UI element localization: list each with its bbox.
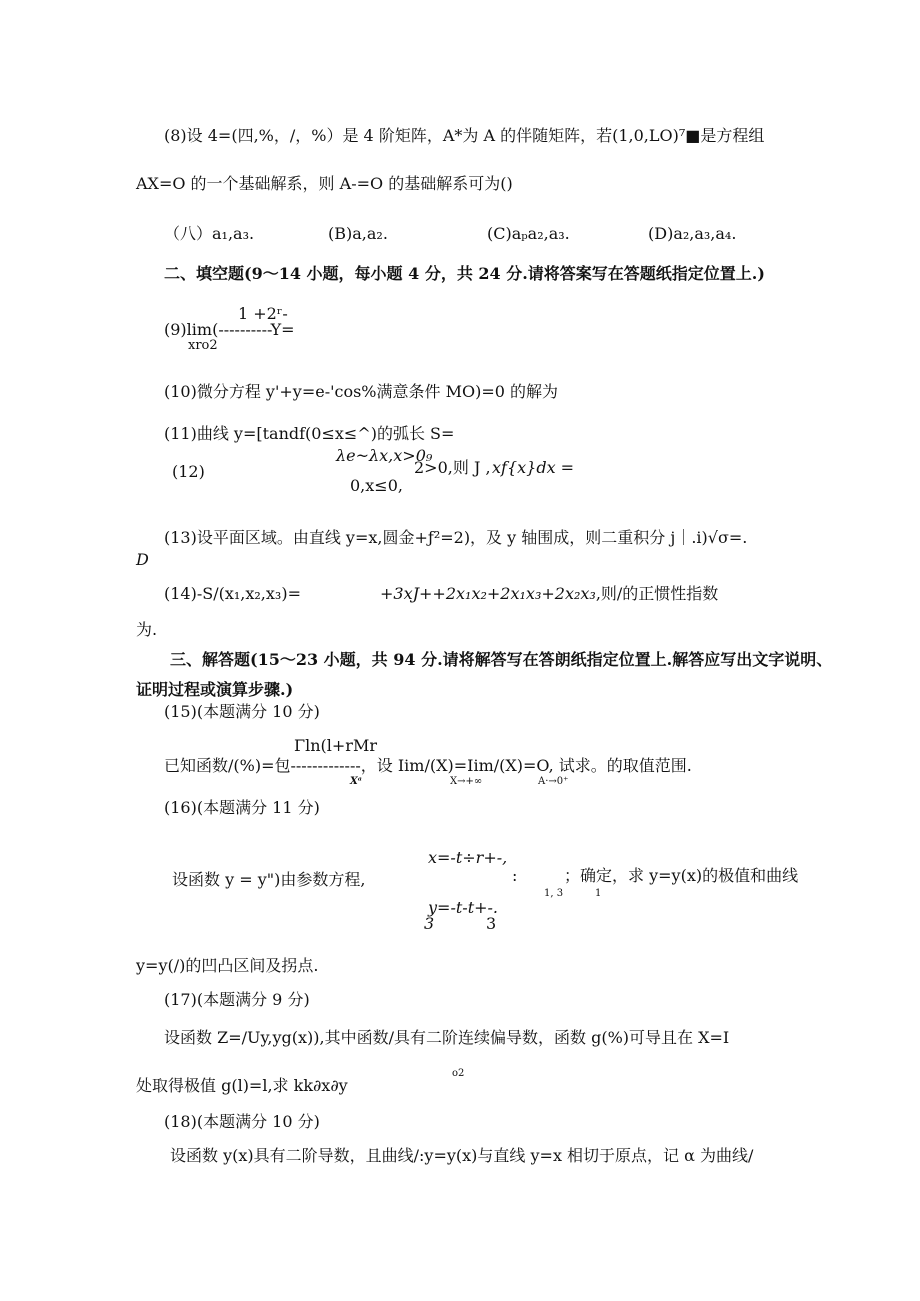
section-heading-solve-line2: 证明过程或演算步骤.) [136, 680, 294, 699]
q17-header: (17)(本题满分 9 分) [164, 990, 310, 1009]
q17-superscript: o2 [452, 1068, 465, 1079]
q16-fraction-2: 1 [595, 888, 602, 899]
q16-colon: : [512, 866, 518, 885]
section-heading-solve-line1: 三、解答题(15～23 小题，共 94 分.请将解答写在答朗纸指定位置上.解答应写出文字说明、 [170, 650, 833, 669]
q16-continued: ；确定，求 y=y(x)的极值和曲线 [564, 866, 799, 885]
q13-text: (13)设平面区域。由直线 y=x,圆金+ƒ²=2)，及 y 轴围成，则二重积分 j｜.i)√σ=. [164, 528, 748, 547]
q16-denominator-1: 3 [424, 914, 435, 933]
q8-line2: AX=O 的一个基础解系，则 A-=O 的基础解系可为() [136, 174, 513, 193]
q13-region-label: D [136, 550, 149, 569]
q17-line2: 处取得极值 g(l)=l,求 kk∂x∂y [136, 1076, 348, 1095]
q8-option-b: (B)a,a₂. [328, 224, 388, 243]
q8-line1: (8)设 4=(四,%，/，%）是 4 阶矩阵，A*为 A 的伴随矩阵，若(1,0,LO)⁷■是方程组 [164, 126, 765, 145]
q15-statement: 已知函数/(%)=包-------------，设 Iim/(X)=Iim/(X)=O, 试求。的取值范围. [164, 756, 692, 775]
q9-numerator: 1 +2ʳ- [238, 304, 288, 323]
q16-fraction-1: 1, 3 [544, 888, 564, 899]
q17-line1: 设函数 Z=/Uy,yg(x)),其中函数/具有二阶连续偏导数，函数 g(%)可导且在 X=I [164, 1028, 730, 1047]
q11-text: (11)曲线 y=[tandf(0≤x≤^)的弧长 S= [164, 424, 455, 443]
q15-header: (15)(本题满分 10 分) [164, 702, 320, 721]
q16-tail: y=y(/)的凹凸区间及拐点. [136, 956, 319, 975]
q15-denominator: Xᵃ [350, 776, 362, 787]
q18-line1: 设函数 y(x)具有二阶导数，且曲线/:y=y(x)与直线 y=x 相切于原点，记 α 为曲线/ [170, 1146, 754, 1165]
section-heading-fill-in: 二、填空题(9～14 小题，每小题 4 分，共 24 分.请将答案写在答题纸指定位置上.) [164, 264, 765, 283]
q12-case-positive: λe~λx,x>0₉ [336, 446, 433, 465]
q12-case-nonpositive: 0,x≤0, [350, 476, 403, 495]
q10-text: (10)微分方程 y'+y=e-'cos%满意条件 MO)=0 的解为 [164, 382, 559, 401]
q14-wrap: 为. [136, 620, 158, 639]
q15-limit-sub-2: A·→0⁺ [538, 776, 569, 787]
q12-condition: 2>0,则 J , [414, 458, 491, 477]
q14-quadratic-form [380, 584, 718, 604]
q12-integral: xf{x}dx = [492, 458, 575, 477]
q9-limit-expression: (9)lim(----------Y= [164, 320, 295, 339]
q14-label: (14)-S/(x₁,x₂,x₃)= [164, 584, 301, 603]
q9-limit-subscript: xro2 [188, 338, 218, 353]
q8-option-a: （八）a₁,a₃. [164, 224, 255, 243]
q16-denominator-2: 3 [486, 914, 497, 933]
q8-option-c: (C)aₚa₂,a₃. [487, 224, 570, 243]
q15-limit-sub-1: X→+∞ [450, 776, 483, 787]
q16-param-x: x=-t÷r+-, [428, 848, 508, 867]
q16-statement: 设函数 y = y")由参数方程, [172, 870, 366, 889]
q18-header: (18)(本题满分 10 分) [164, 1112, 320, 1131]
q12-label: (12) [172, 462, 205, 481]
q15-numerator: Γln(l+rMr [294, 736, 377, 755]
q8-option-d: (D)a₂,a₃,a₄. [648, 224, 737, 243]
q16-header: (16)(本题满分 11 分) [164, 798, 320, 817]
q14-tail: ,则/的正惯性指数 [595, 584, 719, 603]
q14-expression: +3xJ++2x₁x₂+2x₁x₃+2x₂x₃ [380, 584, 596, 603]
q16-param-y: y=-t-t+-. [428, 898, 499, 917]
